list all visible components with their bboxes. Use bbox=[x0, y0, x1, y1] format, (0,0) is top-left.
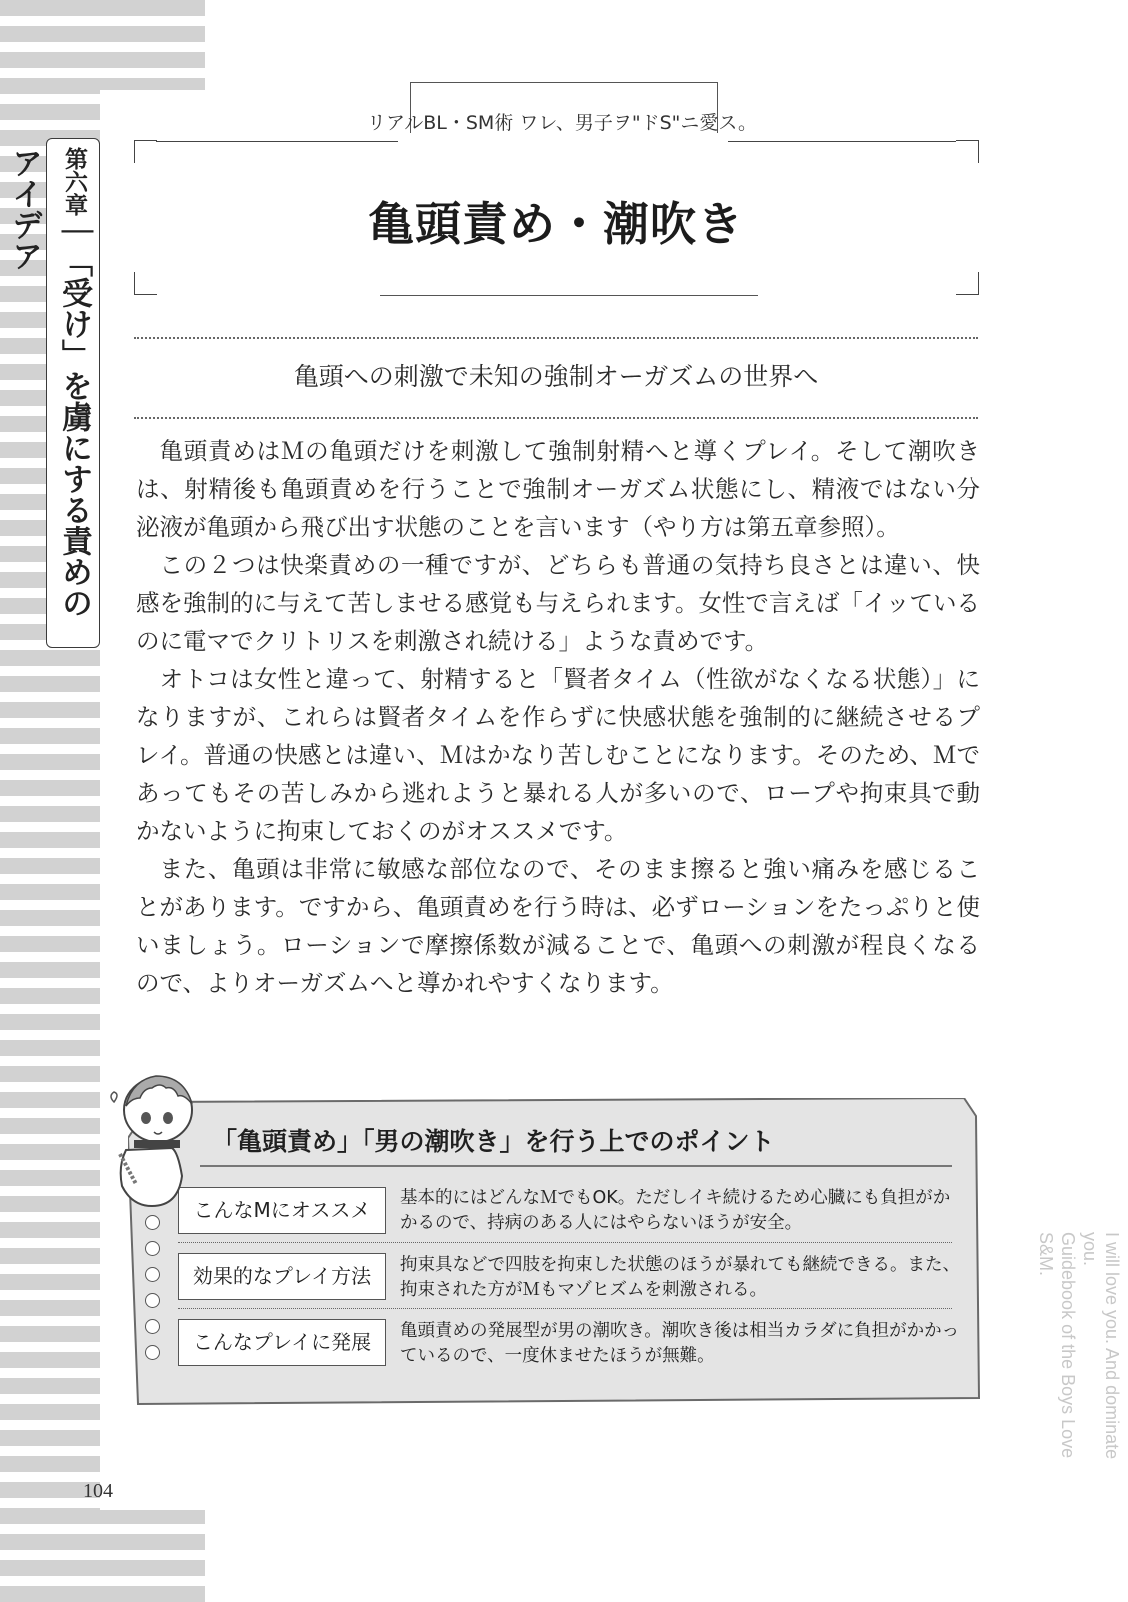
points-title: 「亀頭責め」「男の潮吹き」を行う上でのポイント bbox=[212, 1127, 775, 1156]
point-description: 亀頭責めの発展型が男の潮吹き。潮吹き後は相当カラダに負担がかかっているので、一度休ませたほうが無難。 bbox=[400, 1321, 960, 1366]
point-description: 基本的にはどんなＭでもOK。ただしイキ続けるため心臓にも負担がかかるので、持病のある人にはやらないほうが安全。 bbox=[400, 1188, 951, 1233]
binder-hole bbox=[145, 1267, 160, 1282]
frame-corner-bottom-left bbox=[134, 272, 157, 295]
point-label: こんなMにオススメ bbox=[178, 1187, 386, 1234]
dotted-divider-top bbox=[134, 337, 978, 339]
point-label: 効果的なプレイ方法 bbox=[178, 1253, 386, 1300]
binder-hole bbox=[145, 1293, 160, 1308]
chapter-label bbox=[6, 147, 99, 639]
binder-hole bbox=[145, 1345, 160, 1360]
frame-top-rule-right bbox=[728, 141, 956, 142]
character-illustration bbox=[100, 1062, 210, 1212]
body-paragraph: この２つは快楽責めの一種ですが、どちらも普通の気持ち良さとは違い、快感を強制的に与えて苦しませる感覚も与えられます。女性で言えば「イッているのに電マでクリトリスを刺激され続ける」ような責めです。 bbox=[136, 551, 980, 655]
article-subtitle: 亀頭への刺激で未知の強制オーガズムの世界へ bbox=[293, 362, 819, 391]
binder-hole bbox=[145, 1215, 160, 1230]
chapter-separator: ｜ bbox=[56, 216, 92, 247]
margin-stripe bbox=[0, 1560, 205, 1576]
chapter-label-box bbox=[6, 138, 100, 648]
frame-corner-top-left bbox=[134, 140, 157, 163]
series-title: リアルBL・SM術 ワレ、男子ヲ"ドS"ニ愛ス。 bbox=[367, 112, 757, 134]
body-paragraph: また、亀頭は非常に敏感な部位なので、そのまま擦ると強い痛みを感じることがあります。ですから、亀頭責めを行う時は、必ずローションをたっぷりと使いましょう。ローションで摩擦係数が減ることで、亀頭への刺激が程良くなるので、よりオーガズムへと導かれやすくなります。 bbox=[136, 855, 980, 997]
point-description: 拘束具などで四肢を拘束した状態のほうが暴れても継続できる。また、拘束された方がＭもマゾヒズムを刺激される。 bbox=[400, 1255, 960, 1300]
page-number: 104 bbox=[83, 1480, 113, 1502]
frame-corner-bottom-right bbox=[956, 272, 979, 295]
title-underline bbox=[380, 295, 758, 296]
margin-stripe bbox=[0, 52, 205, 68]
margin-stripe bbox=[0, 26, 205, 42]
english-subtitle: I will love you. And dominate you. Guidebook of the Boys Love S&M. bbox=[1036, 1232, 1122, 1460]
margin-stripe bbox=[0, 1508, 205, 1524]
body-paragraph: 亀頭責めはＭの亀頭だけを刺激して強制射精へと導くプレイ。そして潮吹きは、射精後も亀頭責めを行うことで強制オーガズム状態にし、精液ではない分泌液が亀頭から飛び出す状態のことを言います（やり方は第五章参照）。 bbox=[136, 437, 980, 541]
point-row-separator bbox=[178, 1242, 952, 1243]
chapter-number: 第六章 bbox=[61, 147, 87, 216]
point-row-separator bbox=[178, 1308, 952, 1309]
points-title-rule bbox=[200, 1165, 952, 1167]
point-label: こんなプレイに発展 bbox=[178, 1319, 386, 1366]
margin-stripe bbox=[0, 0, 205, 16]
margin-stripe bbox=[0, 1534, 205, 1550]
binder-hole bbox=[145, 1241, 160, 1256]
binder-hole bbox=[145, 1319, 160, 1334]
frame-corner-top-right bbox=[956, 140, 979, 163]
article-body bbox=[136, 432, 980, 1002]
frame-top-rule-left bbox=[156, 141, 398, 142]
page-title: 亀頭責め・潮吹き bbox=[368, 197, 744, 251]
chapter-title: 「受け」を虜にする責めのアイデア bbox=[6, 147, 92, 618]
body-paragraph: オトコは女性と違って、射精すると「賢者タイム（性欲がなくなる状態）」になりますが、これらは賢者タイムを作らずに快感状態を強制的に継続させるプレイ。普通の快感とは違い、Ｍはかなり苦しむことになります。そのため、Ｍであってもその苦しみから逃れようと暴れる人が多いので、ロープや拘束具で動かないように拘束しておくのがオススメです。 bbox=[136, 665, 980, 845]
dotted-divider-bottom bbox=[134, 417, 978, 419]
